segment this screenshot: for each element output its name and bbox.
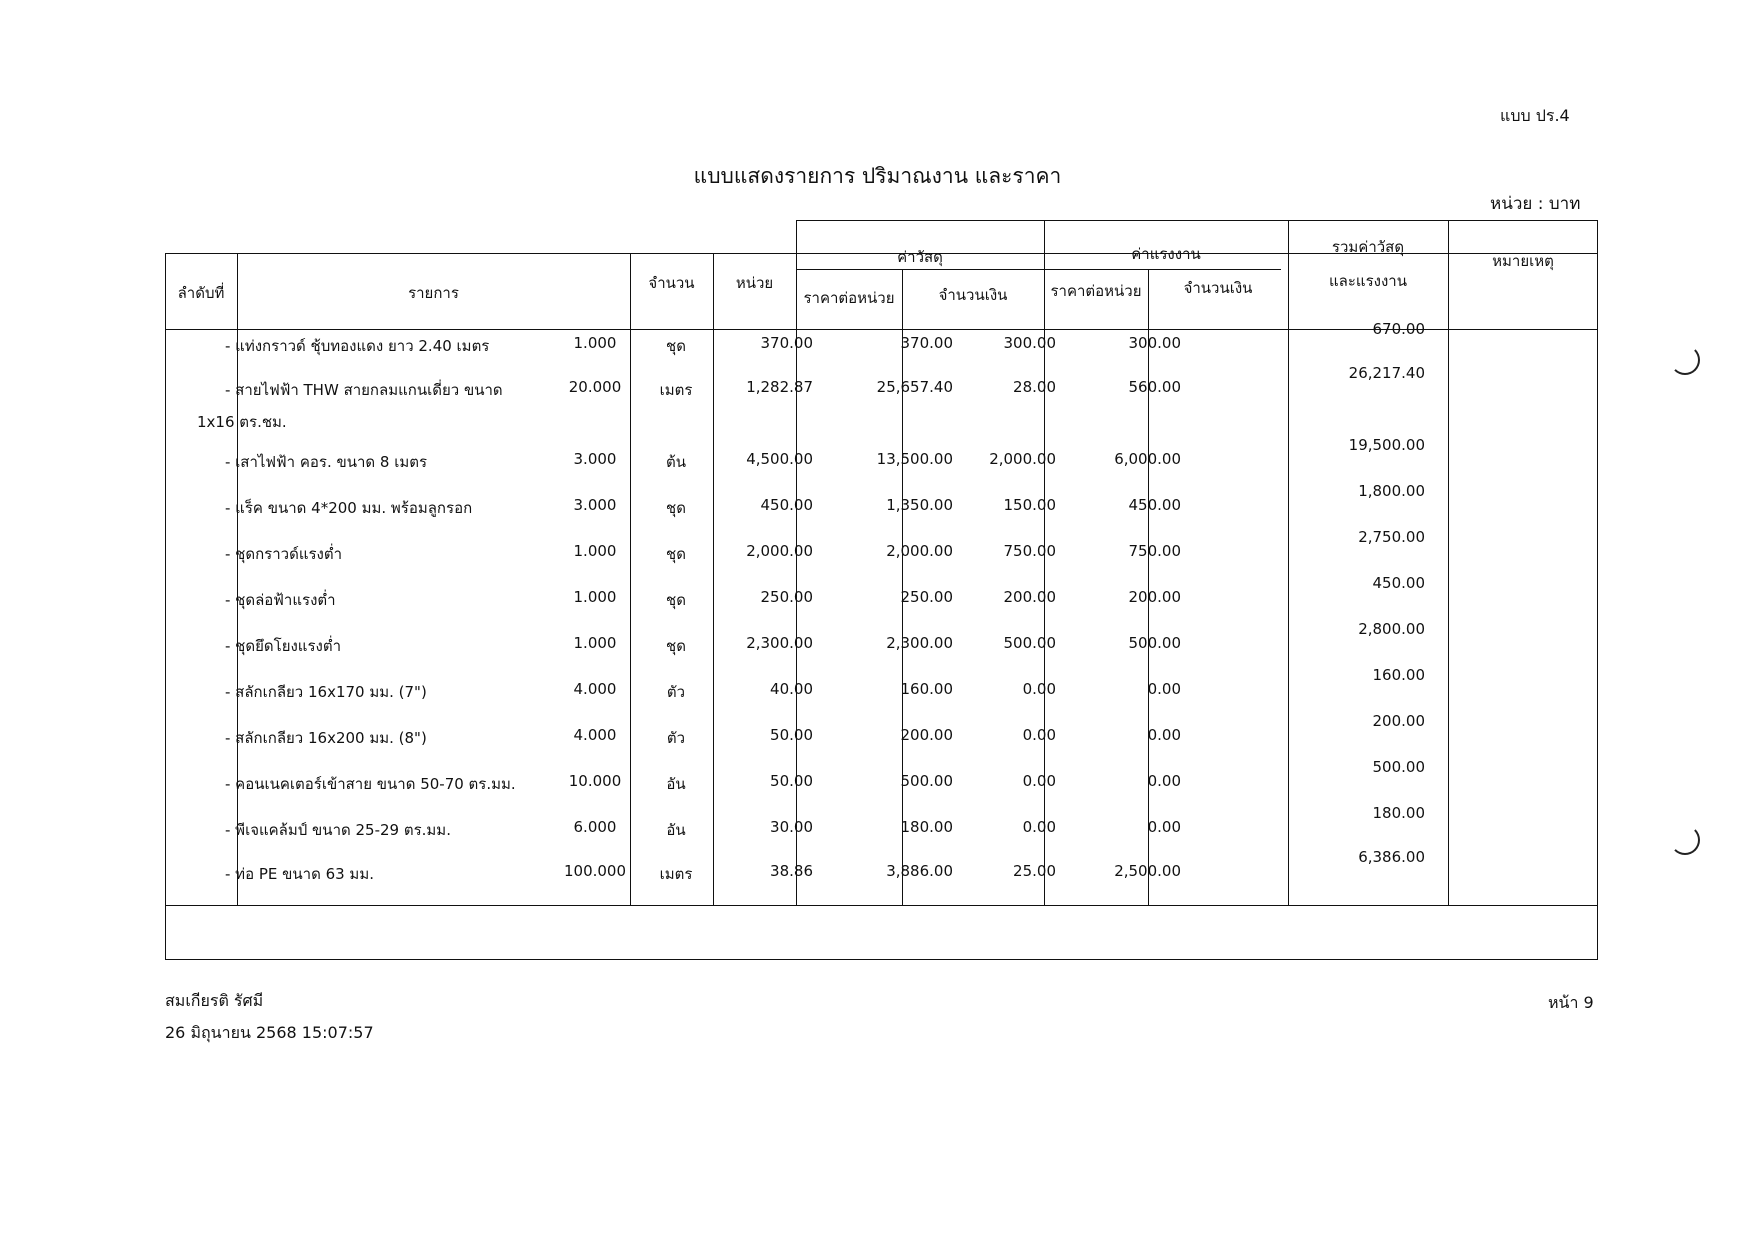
header-remark: หมายเหตุ xyxy=(1492,252,1554,270)
row-unit xyxy=(637,378,715,402)
signer-name: สมเกียรติ รัศมี xyxy=(165,991,264,1010)
page-number: หน้า 9 xyxy=(1548,993,1594,1012)
row-total-text: 2,800.00 xyxy=(1358,620,1425,638)
header-total-line1: รวมค่าวัสดุ xyxy=(1331,238,1405,256)
row-material-unit-price-text: 2,300.00 xyxy=(746,634,813,652)
row-description-text: - คอนเนคเตอร์เข้าสาย ขนาด 50-70 ตร.มม. xyxy=(225,775,516,793)
row-labor-amount xyxy=(1061,726,1181,744)
row-labor-amount xyxy=(1061,862,1181,880)
row-labor-unit-price-text: 0.00 xyxy=(1022,680,1056,698)
row-labor-unit-price xyxy=(959,450,1056,468)
row-total xyxy=(1288,620,1425,638)
price-table xyxy=(165,225,1598,961)
row-total xyxy=(1288,804,1425,822)
row-material-unit-price-text: 370.00 xyxy=(760,334,813,352)
row-description xyxy=(225,726,427,750)
row-material-unit-price xyxy=(711,634,813,652)
row-material-amount xyxy=(815,772,953,790)
row-material-unit-price-text: 40.00 xyxy=(770,680,813,698)
row-material-unit-price xyxy=(711,496,813,514)
row-labor-amount-text: 2,500.00 xyxy=(1114,862,1181,880)
row-total xyxy=(1288,482,1425,500)
row-unit xyxy=(637,334,715,358)
row-labor-unit-price xyxy=(959,588,1056,606)
row-description xyxy=(225,818,451,842)
table-row xyxy=(165,622,1598,668)
row-total-text: 160.00 xyxy=(1372,666,1425,684)
row-total-text: 200.00 xyxy=(1372,712,1425,730)
table-row xyxy=(165,438,1598,484)
print-datetime: 26 มิถุนายน 2568 15:07:57 xyxy=(165,1023,374,1042)
row-total-text: 500.00 xyxy=(1372,758,1425,776)
row-quantity-text: 1.000 xyxy=(573,588,617,606)
row-quantity-text: 3.000 xyxy=(573,450,617,468)
row-labor-unit-price-text: 150.00 xyxy=(1003,496,1056,514)
row-material-amount-text: 200.00 xyxy=(900,726,953,744)
row-quantity-text: 100.000 xyxy=(563,862,627,880)
row-description xyxy=(225,680,427,704)
row-description-text: - สายไฟฟ้า THW สายกลมแกนเดี่ยว ขนาด xyxy=(225,381,503,399)
row-total-text: 1,800.00 xyxy=(1358,482,1425,500)
header-unit: หน่วย xyxy=(735,274,774,292)
table-row xyxy=(165,668,1598,714)
row-description-text: - ท่อ PE ขนาด 63 มม. xyxy=(225,865,374,883)
row-material-amount-text: 2,300.00 xyxy=(886,634,953,652)
row-total xyxy=(1288,528,1425,546)
row-material-unit-price-text: 250.00 xyxy=(760,588,813,606)
row-labor-amount xyxy=(1061,772,1181,790)
row-material-unit-price-text: 38.86 xyxy=(770,862,813,880)
header-labor-amount: จำนวนเงิน xyxy=(1183,279,1253,297)
row-unit-text: ตัว xyxy=(666,729,686,747)
row-material-amount xyxy=(815,634,953,652)
row-material-amount xyxy=(815,818,953,836)
row-labor-unit-price-text: 300.00 xyxy=(1003,334,1056,352)
punch-hole-mark xyxy=(1670,825,1700,855)
row-labor-unit-price xyxy=(959,378,1056,396)
row-description xyxy=(225,334,489,358)
row-description-text: - ชุดล่อฟ้าแรงต่ำ xyxy=(225,591,336,609)
row-labor-amount xyxy=(1061,542,1181,560)
row-material-amount xyxy=(815,588,953,606)
row-labor-unit-price xyxy=(959,496,1056,514)
row-description-text: - แร็ค ขนาด 4*200 มม. พร้อมลูกรอก xyxy=(225,499,473,517)
row-description-continued: 1x16 ตร.ชม. xyxy=(197,413,287,431)
row-total xyxy=(1288,712,1425,730)
row-labor-amount xyxy=(1061,378,1181,396)
row-total-text: 180.00 xyxy=(1372,804,1425,822)
row-total xyxy=(1288,574,1425,592)
row-description-text: - เสาไฟฟ้า คอร. ขนาด 8 เมตร xyxy=(225,453,428,471)
row-quantity xyxy=(555,334,635,352)
row-labor-amount xyxy=(1061,588,1181,606)
row-material-unit-price-text: 50.00 xyxy=(770,772,813,790)
row-unit xyxy=(637,450,715,474)
header-labor-group: ค่าแรงงาน xyxy=(1131,245,1201,263)
row-labor-amount xyxy=(1061,634,1181,652)
row-unit xyxy=(637,588,715,612)
header-labor-unit-price: ราคาต่อหน่วย xyxy=(1050,282,1142,300)
row-material-amount xyxy=(815,726,953,744)
row-labor-unit-price-text: 2,000.00 xyxy=(989,450,1056,468)
row-unit xyxy=(637,542,715,566)
row-total-text: 450.00 xyxy=(1372,574,1425,592)
row-labor-amount xyxy=(1061,450,1181,468)
row-labor-unit-price xyxy=(959,818,1056,836)
row-material-amount-text: 370.00 xyxy=(900,334,953,352)
row-unit xyxy=(637,680,715,704)
row-material-unit-price xyxy=(711,862,813,880)
row-labor-amount xyxy=(1061,818,1181,836)
row-unit xyxy=(637,726,715,750)
row-labor-amount xyxy=(1061,334,1181,352)
row-material-amount-text: 13,500.00 xyxy=(876,450,953,468)
row-unit xyxy=(637,496,715,520)
row-material-unit-price xyxy=(711,588,813,606)
row-description xyxy=(225,450,427,474)
row-total xyxy=(1288,666,1425,684)
row-labor-amount-text: 0.00 xyxy=(1147,680,1181,698)
page-title: แบบแสดงรายการ ปริมาณงาน และราคา xyxy=(693,164,1062,188)
row-material-amount xyxy=(815,496,953,514)
form-code: แบบ ปร.4 xyxy=(1500,106,1570,125)
row-material-amount xyxy=(815,334,953,352)
row-description-text: - พีเจแคล้มป์ ขนาด 25-29 ตร.มม. xyxy=(225,821,451,839)
row-unit-text: เมตร xyxy=(659,381,693,399)
row-labor-unit-price xyxy=(959,772,1056,790)
table-row xyxy=(165,714,1598,760)
row-labor-unit-price-text: 0.00 xyxy=(1022,818,1056,836)
table-row xyxy=(165,530,1598,576)
row-material-amount xyxy=(815,542,953,560)
row-material-unit-price-text: 1,282.87 xyxy=(746,378,813,396)
row-unit xyxy=(637,818,715,842)
row-labor-unit-price xyxy=(959,334,1056,352)
row-labor-unit-price-text: 25.00 xyxy=(1013,862,1056,880)
row-description-text: - สลักเกลียว 16x200 มม. (8") xyxy=(225,729,427,747)
header-quantity: จำนวน xyxy=(648,274,695,292)
row-quantity-text: 4.000 xyxy=(573,680,617,698)
row-unit-text: อัน xyxy=(666,821,686,839)
row-labor-amount-text: 0.00 xyxy=(1147,772,1181,790)
row-total-text: 2,750.00 xyxy=(1358,528,1425,546)
row-material-unit-price xyxy=(711,818,813,836)
currency-unit-note: หน่วย : บาท xyxy=(1490,194,1581,214)
row-labor-unit-price-text: 28.00 xyxy=(1013,378,1056,396)
row-material-amount-text: 500.00 xyxy=(900,772,953,790)
row-material-amount-text: 2,000.00 xyxy=(886,542,953,560)
row-quantity xyxy=(555,772,635,790)
row-total xyxy=(1288,320,1425,338)
row-quantity-text: 1.000 xyxy=(573,542,617,560)
row-quantity xyxy=(555,542,635,560)
row-labor-amount xyxy=(1061,496,1181,514)
row-total xyxy=(1288,364,1425,382)
header-material-group: ค่าวัสดุ xyxy=(897,248,943,266)
row-unit-text: ชุด xyxy=(666,337,686,355)
row-description-text: - ชุดยึดโยงแรงต่ำ xyxy=(225,637,342,655)
header-item: รายการ xyxy=(408,284,459,302)
header-seq: ลำดับที่ xyxy=(177,284,225,302)
row-description xyxy=(225,378,503,402)
row-labor-amount-text: 500.00 xyxy=(1128,634,1181,652)
row-description xyxy=(225,588,336,612)
row-material-unit-price-text: 50.00 xyxy=(770,726,813,744)
row-total-text: 670.00 xyxy=(1372,320,1425,338)
row-material-amount xyxy=(815,378,953,396)
row-description-text: - สลักเกลียว 16x170 มม. (7") xyxy=(225,683,427,701)
row-total-text: 6,386.00 xyxy=(1358,848,1425,866)
row-quantity xyxy=(555,726,635,744)
punch-hole-mark xyxy=(1670,345,1700,375)
row-material-amount-text: 3,886.00 xyxy=(886,862,953,880)
row-total-text: 26,217.40 xyxy=(1348,364,1425,382)
row-labor-unit-price xyxy=(959,862,1056,880)
row-quantity-text: 4.000 xyxy=(573,726,617,744)
row-material-unit-price-text: 450.00 xyxy=(760,496,813,514)
row-unit xyxy=(637,772,715,796)
row-material-amount-text: 180.00 xyxy=(900,818,953,836)
row-quantity-text: 1.000 xyxy=(573,334,617,352)
row-unit-text: ชุด xyxy=(666,499,686,517)
row-material-unit-price-text: 4,500.00 xyxy=(746,450,813,468)
group-header-divider xyxy=(796,269,1281,270)
row-material-unit-price-text: 30.00 xyxy=(770,818,813,836)
row-description xyxy=(225,496,472,520)
row-quantity xyxy=(555,680,635,698)
row-description xyxy=(225,542,342,566)
row-description xyxy=(225,862,374,886)
row-labor-amount xyxy=(1061,680,1181,698)
row-material-unit-price xyxy=(711,680,813,698)
row-quantity-text: 10.000 xyxy=(568,772,622,790)
row-quantity xyxy=(555,378,635,396)
row-unit-text: ต้น xyxy=(666,453,686,471)
row-quantity xyxy=(555,496,635,514)
row-material-amount xyxy=(815,450,953,468)
row-material-unit-price-text: 2,000.00 xyxy=(746,542,813,560)
row-description-text: - แท่งกราวด์ ชุ้บทองแดง ยาว 2.40 เมตร xyxy=(225,337,490,355)
table-row xyxy=(165,576,1598,622)
row-unit xyxy=(637,634,715,658)
row-material-amount-text: 250.00 xyxy=(900,588,953,606)
row-material-amount xyxy=(815,680,953,698)
row-labor-amount-text: 200.00 xyxy=(1128,588,1181,606)
row-quantity-text: 6.000 xyxy=(573,818,617,836)
table-row xyxy=(165,850,1598,896)
row-unit xyxy=(637,862,715,886)
row-material-amount-text: 25,657.40 xyxy=(876,378,953,396)
row-description xyxy=(225,634,341,658)
row-material-unit-price xyxy=(711,334,813,352)
row-description-text: - ชุดกราวด์แรงต่ำ xyxy=(225,545,343,563)
row-total-text: 19,500.00 xyxy=(1348,436,1425,454)
row-unit-text: ตัว xyxy=(666,683,686,701)
table-row xyxy=(165,364,1598,431)
row-labor-amount-text: 0.00 xyxy=(1147,818,1181,836)
table-row xyxy=(165,484,1598,530)
row-labor-unit-price-text: 0.00 xyxy=(1022,726,1056,744)
row-labor-amount-text: 6,000.00 xyxy=(1114,450,1181,468)
row-labor-unit-price xyxy=(959,634,1056,652)
row-quantity xyxy=(555,818,635,836)
row-description xyxy=(225,772,516,796)
row-material-unit-price xyxy=(711,450,813,468)
row-labor-amount-text: 560.00 xyxy=(1128,378,1181,396)
row-labor-unit-price xyxy=(959,542,1056,560)
body-bottom-border xyxy=(165,905,1598,906)
row-total xyxy=(1288,758,1425,776)
row-quantity-text: 1.000 xyxy=(573,634,617,652)
row-material-amount xyxy=(815,862,953,880)
row-material-unit-price xyxy=(711,726,813,744)
row-quantity xyxy=(555,450,635,468)
row-quantity xyxy=(555,588,635,606)
row-labor-amount-text: 0.00 xyxy=(1147,726,1181,744)
row-material-amount-text: 160.00 xyxy=(900,680,953,698)
row-quantity-text: 3.000 xyxy=(573,496,617,514)
row-unit-text: ชุด xyxy=(666,637,686,655)
row-total xyxy=(1288,848,1425,866)
row-unit-text: ชุด xyxy=(666,591,686,609)
table-row xyxy=(165,322,1598,368)
row-quantity-text: 20.000 xyxy=(568,378,622,396)
row-labor-amount-text: 750.00 xyxy=(1128,542,1181,560)
row-labor-unit-price-text: 200.00 xyxy=(1003,588,1056,606)
header-total-line2: และแรงงาน xyxy=(1329,272,1407,290)
header-material-amount: จำนวนเงิน xyxy=(938,286,1008,304)
row-labor-unit-price-text: 750.00 xyxy=(1003,542,1056,560)
row-unit-text: เมตร xyxy=(659,865,693,883)
header-material-unit-price: ราคาต่อหน่วย xyxy=(803,289,895,307)
row-quantity xyxy=(555,862,635,880)
row-unit-text: อัน xyxy=(666,775,686,793)
row-material-amount-text: 1,350.00 xyxy=(886,496,953,514)
row-material-unit-price xyxy=(711,542,813,560)
row-labor-unit-price-text: 0.00 xyxy=(1022,772,1056,790)
row-labor-amount-text: 300.00 xyxy=(1128,334,1181,352)
row-unit-text: ชุด xyxy=(666,545,686,563)
row-material-unit-price xyxy=(711,378,813,396)
row-material-unit-price xyxy=(711,772,813,790)
table-row xyxy=(165,806,1598,852)
header-top-border xyxy=(796,220,1598,221)
row-labor-unit-price-text: 500.00 xyxy=(1003,634,1056,652)
table-row xyxy=(165,760,1598,806)
row-labor-unit-price xyxy=(959,680,1056,698)
row-total xyxy=(1288,436,1425,454)
row-labor-unit-price xyxy=(959,726,1056,744)
row-labor-amount-text: 450.00 xyxy=(1128,496,1181,514)
table-border-bottom xyxy=(165,959,1598,960)
row-quantity xyxy=(555,634,635,652)
